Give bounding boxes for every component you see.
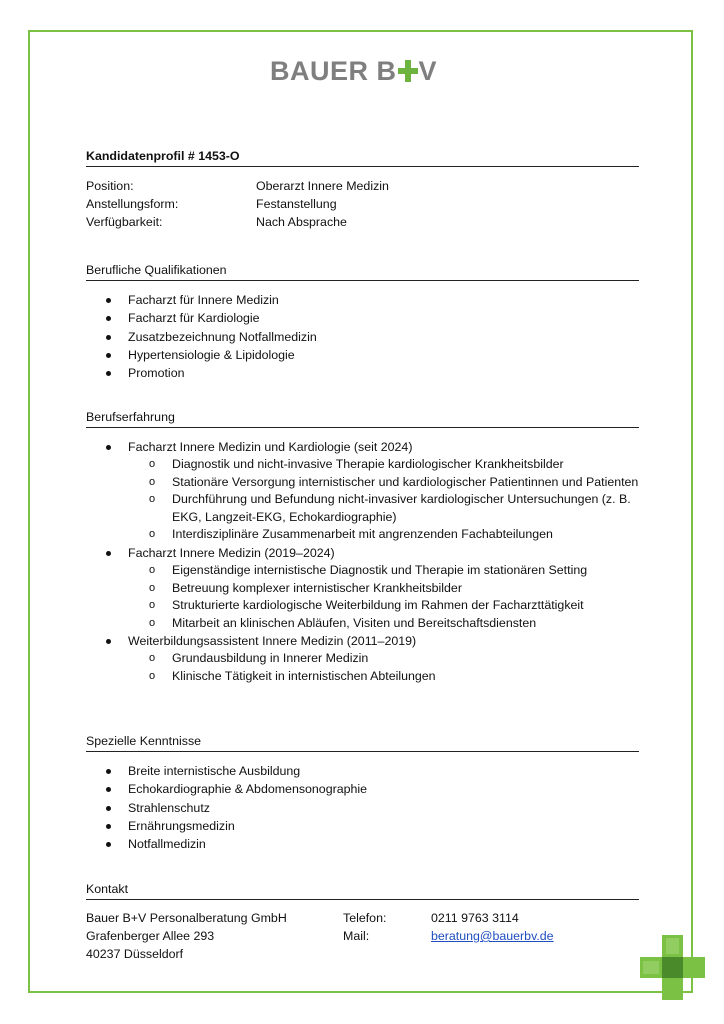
detail-item: o Diagnostik und nicht-invasive Therapie kardiologischer Krankheitsbilder	[128, 456, 639, 474]
job-details	[128, 456, 639, 544]
list-item: Promotion	[86, 364, 639, 382]
company-logo	[270, 56, 460, 88]
list-item: Hypertensiologie & Lipidologie	[86, 346, 639, 364]
experience-list	[86, 438, 639, 685]
qualifications-list	[86, 291, 639, 382]
detail-item: o Stationäre Versorgung internistischer und kardiologischer Patientinnen und Patienten	[128, 474, 639, 492]
profile-label: Verfügbarkeit:	[86, 215, 163, 229]
contact-email-link[interactable]: beratung@bauerbv.de	[431, 929, 554, 943]
job-item	[86, 544, 639, 632]
detail-item: o Betreuung komplexer internistischer Krankheitsbilder	[128, 580, 639, 598]
job-title: Weiterbildungsassistent Innere Medizin (2011–2019)	[128, 634, 417, 649]
profile-value: Oberarzt Innere Medizin	[256, 179, 389, 193]
qualifications-section	[86, 262, 639, 381]
profile-value: Nach Absprache	[256, 215, 347, 229]
profile-label: Position:	[86, 179, 134, 193]
profile-section	[86, 148, 639, 229]
detail-item: o Eigenständige internistische Diagnostik und Therapie im stationären Setting	[128, 562, 639, 580]
profile-value: Festanstellung	[256, 197, 337, 211]
detail-item: o Durchführung und Befundung nicht-invasiver kardiologischer Untersuchungen (z. B. EKG, Langzeit-EKG, Echokardiographie)	[128, 491, 639, 526]
list-item: Echokardiographie & Abdomensonographie	[86, 780, 639, 798]
contact-mail-label: Mail:	[343, 929, 370, 943]
list-item: Notfallmedizin	[86, 835, 639, 853]
detail-item: o Klinische Tätigkeit in internistischen Abteilungen	[128, 668, 639, 686]
contact-phone: 0211 9763 3114	[431, 911, 519, 925]
detail-item: o Strukturierte kardiologische Weiterbildung im Rahmen der Facharzttätigkeit	[128, 597, 639, 615]
detail-item: o Interdisziplinäre Zusammenarbeit mit angrenzenden Fachabteilungen	[128, 526, 639, 544]
skills-list	[86, 762, 639, 853]
logo-plus-icon	[398, 60, 418, 82]
contact-street: Grafenberger Allee 293	[86, 929, 215, 943]
detail-item: o Mitarbeit an klinischen Abläufen, Visiten und Bereitschaftsdiensten	[128, 615, 639, 633]
experience-title: Berufserfahrung	[86, 409, 639, 428]
list-item: Zusatzbezeichnung Notfallmedizin	[86, 328, 639, 346]
skills-section	[86, 733, 639, 852]
contact-phone-label: Telefon:	[343, 911, 387, 925]
profile-title: Kandidatenprofil # 1453-O	[86, 148, 639, 167]
list-item: Breite internistische Ausbildung	[86, 762, 639, 780]
job-title: Facharzt Innere Medizin (2019–2024)	[128, 545, 335, 560]
experience-section	[86, 409, 639, 683]
job-title: Facharzt Innere Medizin und Kardiologie (seit 2024)	[128, 440, 413, 454]
job-item	[86, 438, 639, 544]
contact-section	[86, 881, 639, 961]
profile-label: Anstellungsform:	[86, 197, 179, 211]
job-item	[86, 632, 639, 685]
job-details	[128, 562, 639, 632]
list-item: Strahlenschutz	[86, 799, 639, 817]
logo-text-left: BAUER B	[270, 56, 397, 86]
qualifications-title: Berufliche Qualifikationen	[86, 262, 639, 281]
contact-city: 40237 Düsseldorf	[86, 947, 184, 961]
contact-title: Kontakt	[86, 881, 639, 900]
list-item: Facharzt für Innere Medizin	[86, 291, 639, 309]
corner-cross-icon	[640, 935, 705, 1000]
skills-title: Spezielle Kenntnisse	[86, 733, 639, 752]
logo-text-right: V	[418, 56, 438, 86]
contact-company: Bauer B+V Personalberatung GmbH	[86, 911, 287, 925]
job-details	[128, 650, 639, 685]
detail-item: o Grundausbildung in Innerer Medizin	[128, 650, 639, 668]
list-item: Facharzt für Kardiologie	[86, 309, 639, 327]
list-item: Ernährungsmedizin	[86, 817, 639, 835]
